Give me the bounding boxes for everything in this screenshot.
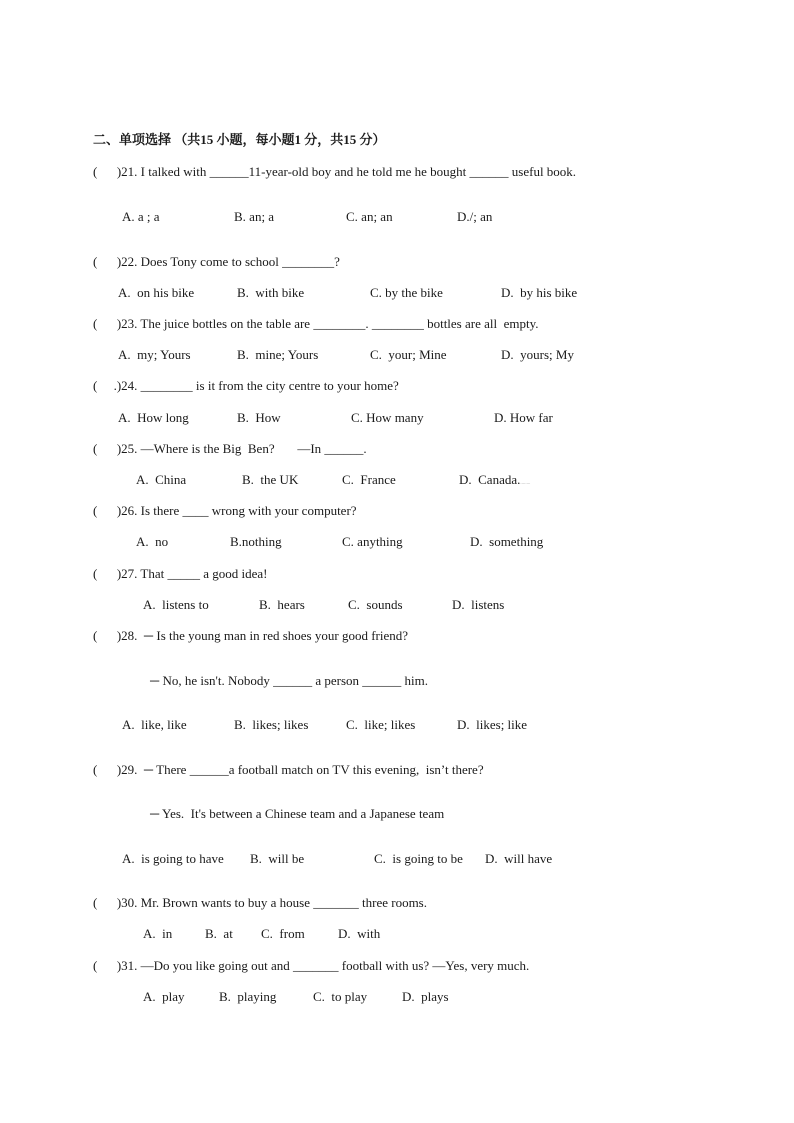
question-27-option-b: B. hears <box>259 597 305 612</box>
question-26-option-b: B.nothing <box>230 534 282 549</box>
question-24-option-d: D. How far <box>494 410 553 425</box>
question-29-stem: ( )29. ─ There ______a football match on TV this evening, isn’t there? <box>93 762 484 777</box>
question-21-option-a: A. a ; a <box>122 209 160 224</box>
question-31-option-a: A. play <box>143 989 185 1004</box>
question-30-option-c: C. from <box>261 926 305 941</box>
question-27-option-a: A. listens to <box>143 597 209 612</box>
question-31-stem: ( )31. —Do you like going out and _______ football with us? —Yes, very much. <box>93 958 530 973</box>
question-26-option-a: A. no <box>136 534 169 549</box>
question-21-stem: ( )21. I talked with ______11-year-old boy and he told me he bought ______ useful book. <box>93 164 577 179</box>
question-28-option-b: B. likes; likes <box>234 717 309 732</box>
question-23-option-b: B. mine; Yours <box>237 347 319 362</box>
question-31-option-c: C. to play <box>313 989 368 1004</box>
question-25-option-a: A. China <box>136 472 187 487</box>
question-29-option-a: A. is going to have <box>122 851 224 866</box>
question-31-option-b: B. playing <box>219 989 277 1004</box>
question-25-stem: ( )25. —Where is the Big Ben? —In ______. <box>93 441 367 456</box>
question-23-option-c: C. your; Mine <box>370 347 447 362</box>
question-23-stem: ( )23. The juice bottles on the table are ________. ________ bottles are all empty. <box>93 316 539 331</box>
question-30-option-b: B. at <box>205 926 233 941</box>
question-22-option-a: A. on his bike <box>118 285 195 300</box>
question-22-stem: ( )22. Does Tony come to school ________? <box>93 254 340 269</box>
question-25-option-d <box>459 472 530 492</box>
question-24-option-a: A. How long <box>118 410 189 425</box>
question-26-option-c: C. anything <box>342 534 403 549</box>
question-28-option-c: C. like; likes <box>346 717 416 732</box>
section-heading: 二、单项选择 （共15 小题，每小题1 分，共15 分） <box>93 132 386 147</box>
question-22-option-c: C. by the bike <box>370 285 443 300</box>
question-25-option-b: B. the UK <box>242 472 299 487</box>
question-25-option-c: C. France <box>342 472 396 487</box>
question-28-stem: ( )28. ─ Is the young man in red shoes your good friend? <box>93 628 409 643</box>
question-29-option-b: B. will be <box>250 851 305 866</box>
question-21-option-d: D./; an <box>457 209 493 224</box>
question-28-option-a: A. like, like <box>122 717 187 732</box>
question-27-option-d: D. listens <box>452 597 505 612</box>
question-22-option-b: B. with bike <box>237 285 305 300</box>
question-23-option-d: D. yours; My <box>501 347 574 362</box>
question-27-stem: ( )27. That _____ a good idea! <box>93 566 268 581</box>
question-21-option-b: B. an; a <box>234 209 275 224</box>
question-27-option-c: C. sounds <box>348 597 403 612</box>
question-26-stem: ( )26. Is there ____ wrong with your computer? <box>93 503 357 518</box>
question-30-option-a: A. in <box>143 926 173 941</box>
question-30-option-d: D. with <box>338 926 381 941</box>
question-28-option-d: D. likes; like <box>457 717 528 732</box>
question-23-option-a: A. my; Yours <box>118 347 191 362</box>
question-28-answer-line: ─ No, he isn't. Nobody ______ a person ______ him. <box>150 673 429 688</box>
question-21-option-c: C. an; an <box>346 209 393 224</box>
question-24-option-c: C. How many <box>351 410 424 425</box>
question-30-stem: ( )30. Mr. Brown wants to buy a house _______ three rooms. <box>93 895 427 910</box>
question-26-option-d: D. something <box>470 534 544 549</box>
question-29-answer-line: ─ Yes. It's between a Chinese team and a Japanese team <box>150 806 445 821</box>
question-31-option-d: D. plays <box>402 989 449 1004</box>
question-25-option-d-note: ........ <box>520 481 531 486</box>
question-22-option-d: D. by his bike <box>501 285 578 300</box>
question-29-option-c: C. is going to be <box>374 851 463 866</box>
question-24-option-b: B. How <box>237 410 281 425</box>
question-25-option-d-text: D. Canada. <box>459 472 521 487</box>
question-29-option-d: D. will have <box>485 851 553 866</box>
question-24-stem: ( .)24. ________ is it from the city centre to your home? <box>93 378 399 393</box>
